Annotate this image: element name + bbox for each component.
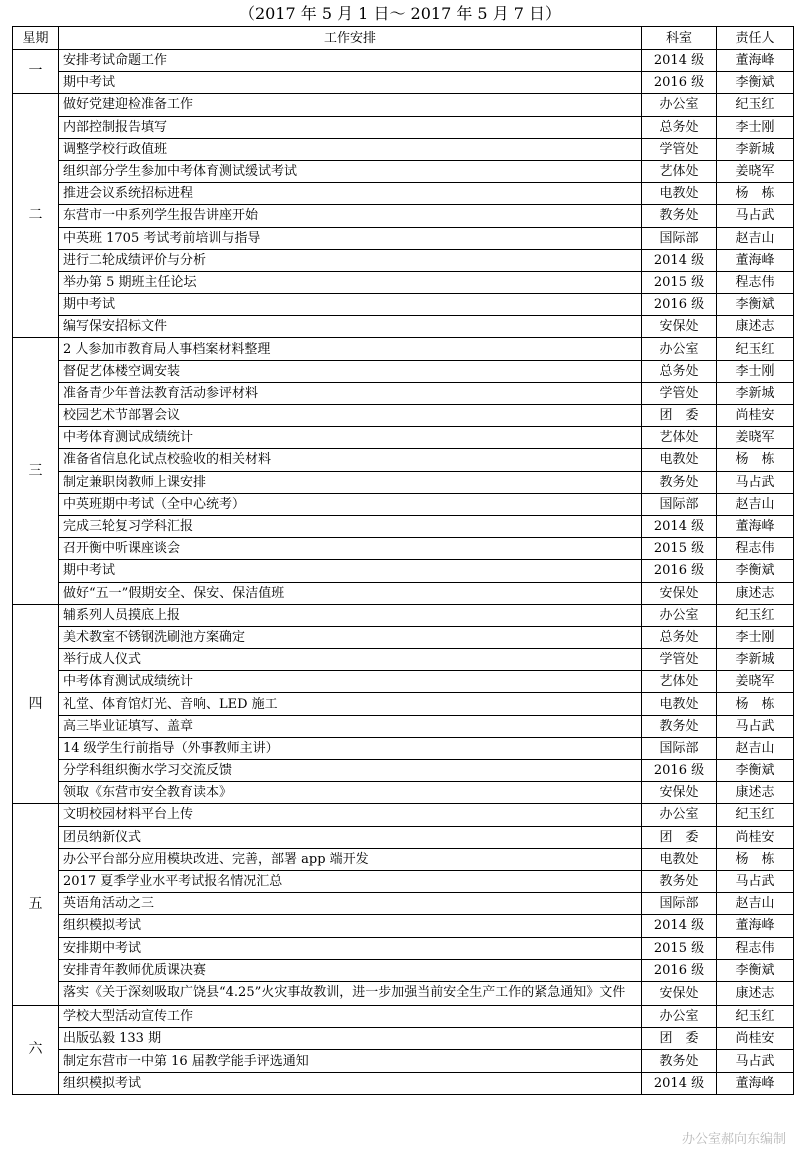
table-row [13, 649, 794, 671]
task-cell: 举行成人仪式 [59, 649, 642, 671]
task-cell: 落实《关于深刻吸取广饶县“4.25”火灾事故教训，进一步加强当前安全生产工作的紧急通知》文件 [59, 981, 642, 1005]
task-cell: 期中考试 [59, 560, 642, 582]
dept-cell: 艺体处 [642, 160, 717, 182]
person-cell: 李衡斌 [717, 760, 794, 782]
header-task: 工作安排 [59, 27, 642, 50]
table-row [13, 1006, 794, 1028]
dept-cell: 总务处 [642, 360, 717, 382]
header-person: 责任人 [717, 27, 794, 50]
dept-cell: 办公室 [642, 804, 717, 826]
table-row [13, 693, 794, 715]
task-cell: 进行二轮成绩评价与分析 [59, 249, 642, 271]
dept-cell: 团 委 [642, 1028, 717, 1050]
person-cell: 董海峰 [717, 1072, 794, 1094]
task-cell: 文明校园材料平台上传 [59, 804, 642, 826]
task-cell: 安排青年教师优质课决赛 [59, 959, 642, 981]
table-row [13, 915, 794, 937]
dept-cell: 教务处 [642, 471, 717, 493]
table-row [13, 160, 794, 182]
task-cell: 期中考试 [59, 294, 642, 316]
table-row [13, 471, 794, 493]
table-row [13, 116, 794, 138]
table-row [13, 138, 794, 160]
person-cell: 程志伟 [717, 538, 794, 560]
task-cell: 组织模拟考试 [59, 915, 642, 937]
person-cell: 康述志 [717, 582, 794, 604]
task-cell: 14 级学生行前指导（外事教师主讲） [59, 737, 642, 759]
table-row [13, 626, 794, 648]
day-cell: 一 [13, 50, 59, 94]
person-cell: 纪玉红 [717, 804, 794, 826]
person-cell: 马占武 [717, 471, 794, 493]
task-cell: 2017 夏季学业水平考试报名情况汇总 [59, 870, 642, 892]
compiled-by-note: 办公室郝向东编制 [681, 1132, 786, 1147]
person-cell: 姜晓军 [717, 160, 794, 182]
person-cell: 纪玉红 [717, 338, 794, 360]
person-cell: 董海峰 [717, 50, 794, 72]
task-cell: 制定兼职岗教师上课安排 [59, 471, 642, 493]
day-cell: 五 [13, 804, 59, 1006]
person-cell: 赵吉山 [717, 737, 794, 759]
task-cell: 准备青少年普法教育活动参评材料 [59, 382, 642, 404]
person-cell: 李新城 [717, 138, 794, 160]
task-cell: 东营市一中系列学生报告讲座开始 [59, 205, 642, 227]
person-cell: 尚桂安 [717, 1028, 794, 1050]
table-row [13, 271, 794, 293]
person-cell: 李士刚 [717, 360, 794, 382]
day-cell: 六 [13, 1006, 59, 1095]
person-cell: 董海峰 [717, 249, 794, 271]
day-cell: 二 [13, 94, 59, 338]
dept-cell: 2016 级 [642, 560, 717, 582]
person-cell: 李士刚 [717, 116, 794, 138]
person-cell: 马占武 [717, 205, 794, 227]
person-cell: 杨 栋 [717, 693, 794, 715]
task-cell: 举办第 5 期班主任论坛 [59, 271, 642, 293]
table-row [13, 360, 794, 382]
person-cell: 姜晓军 [717, 671, 794, 693]
dept-cell: 办公室 [642, 604, 717, 626]
task-cell: 中考体育测试成绩统计 [59, 427, 642, 449]
task-cell: 组织模拟考试 [59, 1072, 642, 1094]
task-cell: 调整学校行政值班 [59, 138, 642, 160]
dept-cell: 教务处 [642, 715, 717, 737]
task-cell: 完成三轮复习学科汇报 [59, 515, 642, 537]
table-row [13, 449, 794, 471]
dept-cell: 电教处 [642, 693, 717, 715]
dept-cell: 办公室 [642, 338, 717, 360]
dept-cell: 2014 级 [642, 1072, 717, 1094]
table-row [13, 538, 794, 560]
table-row [13, 804, 794, 826]
task-cell: 中英班期中考试（全中心统考） [59, 493, 642, 515]
task-cell: 2 人参加市教育局人事档案材料整理 [59, 338, 642, 360]
task-cell: 中考体育测试成绩统计 [59, 671, 642, 693]
dept-cell: 2016 级 [642, 760, 717, 782]
dept-cell: 2016 级 [642, 959, 717, 981]
table-row [13, 715, 794, 737]
person-cell: 程志伟 [717, 271, 794, 293]
table-row [13, 205, 794, 227]
person-cell: 杨 栋 [717, 183, 794, 205]
dept-cell: 国际部 [642, 493, 717, 515]
dept-cell: 团 委 [642, 826, 717, 848]
dept-cell: 教务处 [642, 205, 717, 227]
task-cell: 安排期中考试 [59, 937, 642, 959]
day-cell: 三 [13, 338, 59, 604]
table-row [13, 427, 794, 449]
person-cell: 董海峰 [717, 515, 794, 537]
dept-cell: 电教处 [642, 449, 717, 471]
person-cell: 李新城 [717, 382, 794, 404]
task-cell: 美术教室不锈钢洗刷池方案确定 [59, 626, 642, 648]
person-cell: 李衡斌 [717, 959, 794, 981]
task-cell: 校园艺术节部署会议 [59, 405, 642, 427]
person-cell: 纪玉红 [717, 1006, 794, 1028]
table-row [13, 1028, 794, 1050]
table-row [13, 50, 794, 72]
dept-cell: 安保处 [642, 782, 717, 804]
dept-cell: 安保处 [642, 582, 717, 604]
table-row [13, 760, 794, 782]
table-row [13, 515, 794, 537]
person-cell: 马占武 [717, 715, 794, 737]
dept-cell: 国际部 [642, 227, 717, 249]
task-cell: 英语角活动之三 [59, 893, 642, 915]
dept-cell: 2015 级 [642, 271, 717, 293]
task-cell: 期中考试 [59, 72, 642, 94]
dept-cell: 总务处 [642, 626, 717, 648]
task-cell: 中英班 1705 考试考前培训与指导 [59, 227, 642, 249]
dept-cell: 2014 级 [642, 915, 717, 937]
table-row [13, 737, 794, 759]
person-cell: 马占武 [717, 1050, 794, 1072]
day-cell: 四 [13, 604, 59, 804]
table-row [13, 227, 794, 249]
person-cell: 赵吉山 [717, 227, 794, 249]
dept-cell: 2016 级 [642, 72, 717, 94]
person-cell: 康述志 [717, 782, 794, 804]
dept-cell: 教务处 [642, 870, 717, 892]
task-cell: 召开衡中听课座谈会 [59, 538, 642, 560]
table-row [13, 782, 794, 804]
dept-cell: 学管处 [642, 649, 717, 671]
dept-cell: 2015 级 [642, 538, 717, 560]
person-cell: 赵吉山 [717, 893, 794, 915]
table-row [13, 183, 794, 205]
dept-cell: 艺体处 [642, 671, 717, 693]
task-cell: 内部控制报告填写 [59, 116, 642, 138]
dept-cell: 学管处 [642, 382, 717, 404]
table-row [13, 493, 794, 515]
task-cell: 推进会议系统招标进程 [59, 183, 642, 205]
header-day: 星期 [13, 27, 59, 50]
task-cell: 领取《东营市安全教育读本》 [59, 782, 642, 804]
table-row [13, 294, 794, 316]
header-dept: 科室 [642, 27, 717, 50]
person-cell: 李衡斌 [717, 560, 794, 582]
table-row [13, 382, 794, 404]
dept-cell: 2014 级 [642, 249, 717, 271]
table-row [13, 959, 794, 981]
dept-cell: 安保处 [642, 981, 717, 1005]
table-row [13, 1050, 794, 1072]
person-cell: 尚桂安 [717, 826, 794, 848]
table-row [13, 826, 794, 848]
table-row [13, 582, 794, 604]
dept-cell: 2016 级 [642, 294, 717, 316]
person-cell: 李衡斌 [717, 72, 794, 94]
table-row [13, 893, 794, 915]
person-cell: 赵吉山 [717, 493, 794, 515]
table-row [13, 604, 794, 626]
person-cell: 纪玉红 [717, 94, 794, 116]
table-row [13, 316, 794, 338]
table-row [13, 405, 794, 427]
table-row [13, 560, 794, 582]
table-row [13, 1072, 794, 1094]
person-cell: 杨 栋 [717, 449, 794, 471]
schedule-body [13, 50, 794, 1095]
task-cell: 出版弘毅 133 期 [59, 1028, 642, 1050]
person-cell: 纪玉红 [717, 604, 794, 626]
dept-cell: 电教处 [642, 183, 717, 205]
schedule-table [12, 26, 794, 1095]
dept-cell: 教务处 [642, 1050, 717, 1072]
person-cell: 李新城 [717, 649, 794, 671]
person-cell: 康述志 [717, 316, 794, 338]
person-cell: 李衡斌 [717, 294, 794, 316]
task-cell: 准备省信息化试点校验收的相关材料 [59, 449, 642, 471]
person-cell: 杨 栋 [717, 848, 794, 870]
task-cell: 学校大型活动宣传工作 [59, 1006, 642, 1028]
task-cell: 办公平台部分应用模块改进、完善，部署 app 端开发 [59, 848, 642, 870]
person-cell: 程志伟 [717, 937, 794, 959]
dept-cell: 艺体处 [642, 427, 717, 449]
task-cell: 做好“五一”假期安全、保安、保洁值班 [59, 582, 642, 604]
person-cell: 康述志 [717, 981, 794, 1005]
person-cell: 姜晓军 [717, 427, 794, 449]
dept-cell: 国际部 [642, 893, 717, 915]
table-row [13, 937, 794, 959]
dept-cell: 2014 级 [642, 515, 717, 537]
dept-cell: 2014 级 [642, 50, 717, 72]
dept-cell: 安保处 [642, 316, 717, 338]
dept-cell: 办公室 [642, 1006, 717, 1028]
task-cell: 制定东营市一中第 16 届教学能手评选通知 [59, 1050, 642, 1072]
dept-cell: 国际部 [642, 737, 717, 759]
task-cell: 编写保安招标文件 [59, 316, 642, 338]
dept-cell: 团 委 [642, 405, 717, 427]
task-cell: 团员纳新仪式 [59, 826, 642, 848]
dept-cell: 电教处 [642, 848, 717, 870]
task-cell: 高三毕业证填写、盖章 [59, 715, 642, 737]
table-row [13, 338, 794, 360]
table-row [13, 671, 794, 693]
task-cell: 督促艺体楼空调安装 [59, 360, 642, 382]
task-cell: 礼堂、体育馆灯光、音响、LED 施工 [59, 693, 642, 715]
table-row [13, 981, 794, 1005]
dept-cell: 学管处 [642, 138, 717, 160]
task-cell: 做好党建迎检准备工作 [59, 94, 642, 116]
header-row [13, 27, 794, 50]
table-row [13, 249, 794, 271]
person-cell: 李士刚 [717, 626, 794, 648]
person-cell: 尚桂安 [717, 405, 794, 427]
table-row [13, 848, 794, 870]
dept-cell: 办公室 [642, 94, 717, 116]
table-row [13, 72, 794, 94]
schedule-title: （2017 年 5 月 1 日～ 2017 年 5 月 7 日） [238, 4, 562, 23]
person-cell: 董海峰 [717, 915, 794, 937]
task-cell: 安排考试命题工作 [59, 50, 642, 72]
table-row [13, 870, 794, 892]
dept-cell: 总务处 [642, 116, 717, 138]
dept-cell: 2015 级 [642, 937, 717, 959]
task-cell: 组织部分学生参加中考体育测试缓试考试 [59, 160, 642, 182]
task-cell: 辅系列人员摸底上报 [59, 604, 642, 626]
person-cell: 马占武 [717, 870, 794, 892]
table-row [13, 94, 794, 116]
task-cell: 分学科组织衡水学习交流反馈 [59, 760, 642, 782]
